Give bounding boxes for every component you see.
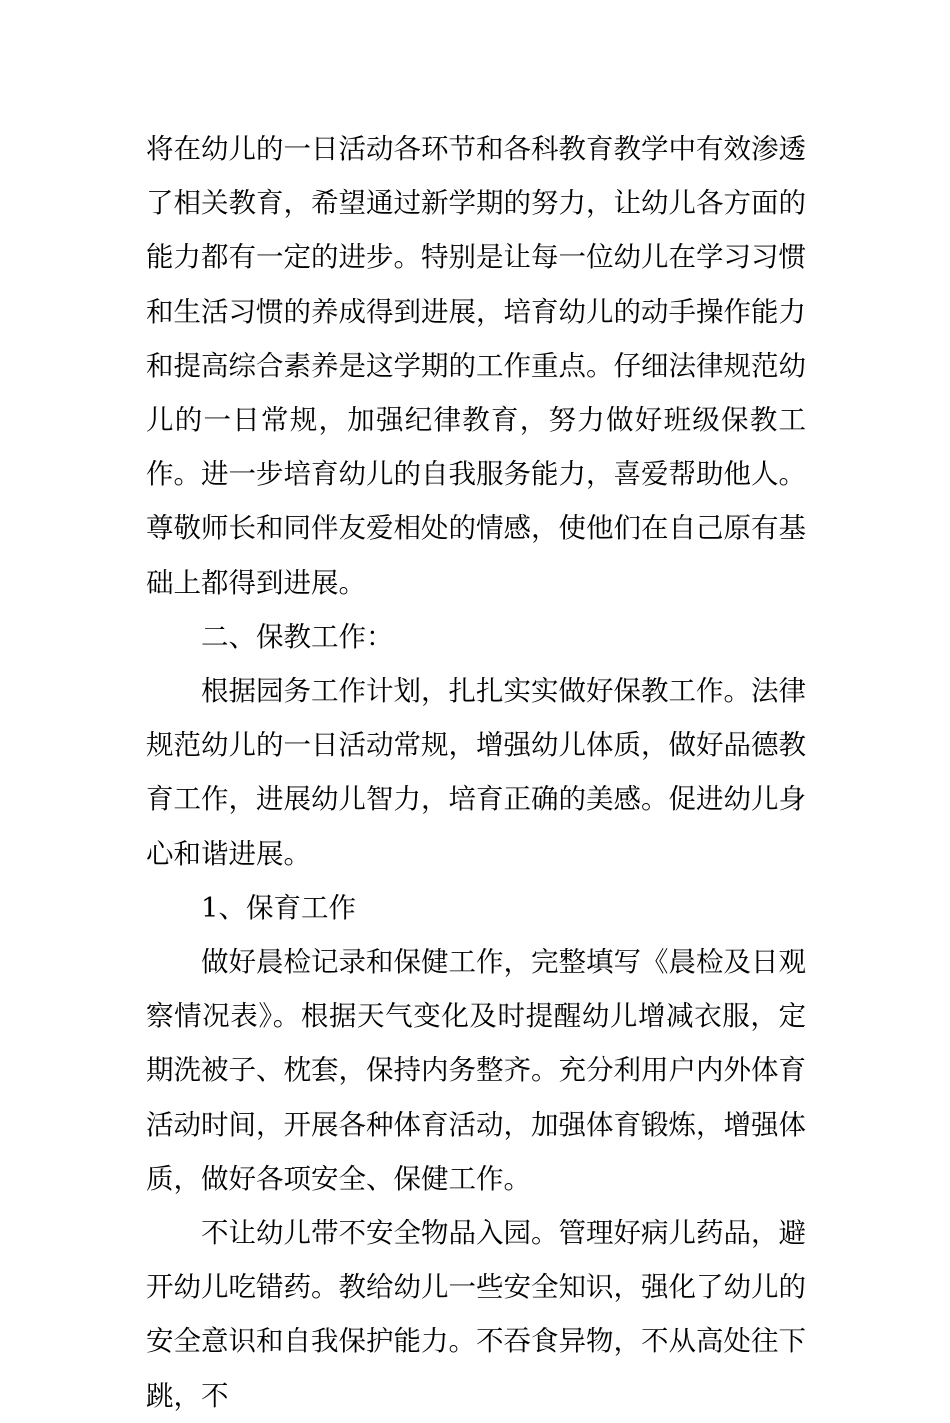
paragraph-health-check: 做好晨检记录和保健工作，完整填写《晨检及日观察情况表》。根据天气变化及时提醒幼儿增减衣服，定期洗被子、枕套，保持内务整齐。充分利用户内外体育活动时间，开展各种体育活动，加强体育锻炼，增强体质，做好各项安全、保健工作。 bbox=[146, 946, 806, 1195]
section-heading-care-education: 二、保教工作： bbox=[201, 620, 394, 653]
paragraph-safety: 不让幼儿带不安全物品入园。管理好病儿药品，避开幼儿吃错药。教给幼儿一些安全知识，强化了幼儿的安全意识和自我保护能力。不吞食异物，不从高处往下跳，不 bbox=[146, 1217, 806, 1412]
paragraph-intro: 将在幼儿的一日活动各环节和各科教育教学中有效渗透了相关教育，希望通过新学期的努力，让幼儿各方面的能力都有一定的进步。特别是让每一位幼儿在学习习惯和生活习惯的养成得到进展，培育幼儿的动手操作能力和提高综合素养是这学期的工作重点。仔细法律规范幼儿的一日常规，加强纪律教育，努力做好班级保教工作。进一步培育幼儿的自我服务能力，喜爱帮助他人。尊敬师长和同伴友爱相处的情感，使他们在自己原有基础上都得到进展。 bbox=[146, 133, 806, 599]
paragraph-care-plan: 根据园务工作计划，扎扎实实做好保教工作。法律规范幼儿的一日活动常规，增强幼儿体质，做好品德教育工作，进展幼儿智力，培育正确的美感。促进幼儿身心和谐进展。 bbox=[146, 675, 806, 870]
subsection-heading-nursing: 1、保育工作 bbox=[201, 891, 356, 924]
document-body bbox=[146, 122, 806, 1423]
